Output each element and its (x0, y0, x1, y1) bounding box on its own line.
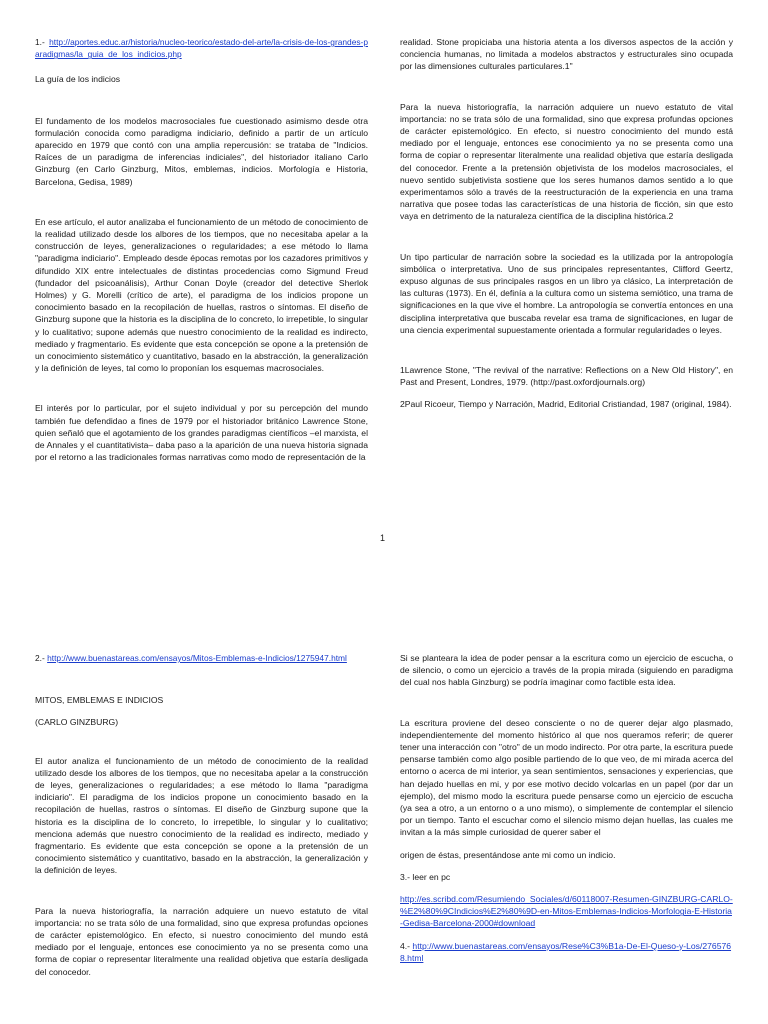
page1-paragraph-3: El interés por lo particular, por el sujeto individual y por su percepción del mundo también fue defendidao a fines de 1979 por el historiador británico Lawrence Stone, quien señaló que el agotamiento de los grandes paradigmas científicos –el marxista, el de Annales y el cuantitativista– daba paso a la aparición de una nueva historia signada por el retorno a las tradicionales formas narrativas como modo de representación de la (35, 403, 368, 463)
page2-paragraph-2: Para la nueva historiografía, la narración adquiere un nuevo estatuto de vital importancia: no se trata sólo de una formalidad, sino que expresa profundas opciones de carácter epistemológico. En efecto, si nuestro conocimiento del mundo está mediado por el lenguaje, entonces ese conocimiento ya no se presenta como una forma de copiar o representar literalmente una realidad objetiva que estaría desligada del conocedor. (35, 905, 368, 977)
page2-right-paragraph-3: origen de éstas, presentándose ante mi como un indicio. (400, 849, 616, 860)
item-3-link[interactable]: http://es.scribd.com/Resumiendo_Sociales/d/60118007-Resumen-GINZBURG-CARLO-%E2%80%9CIndicios%E2%80%9D-en-Mitos-Emblemas-Indicios-Morfologia-E-Historia-Gedisa-Barcelona-2000#download (400, 894, 733, 929)
page1-left-column (35, 36, 368, 463)
page1-right-paragraph-2: Para la nueva historiografía, la narración adquiere un nuevo estatuto de vital importancia: no se trata sólo de una formalidad, sino que expresa profundas opciones de carácter epistemológico. En efecto, si nuestro conocimiento del mundo está mediado por el lenguaje, entonces ese conocimiento ya no se presenta como una forma de copiar o representar literalmente una realidad objetiva que estaría desligada del conocedor. Frente a la pretensión objetivista de los modelos macrosociales, el nuevo sentido subjetivista sostiene que los seres humanos damos sentido a lo que experimentamos sólo a través de la reestructuración de la experiencia en una trama narrativa que posee todas las características de una historia de ficción, sin que esto vaya en detrimento de la naturaleza científica de la disciplina histórica.2 (400, 101, 733, 222)
item-3-label: 3.- leer en pc (400, 871, 451, 882)
page1-paragraph-2: En ese artículo, el autor analizaba el funcionamiento de un método de conocimiento de la realidad utilizado desde los albores de los tiempos, que no necesitaba apelar a la construcción de leyes, generalizaciones o regularidades; a ese método lo llama "paradigma indiciario". Empleado desde épocas remotas por los cazadores primitivos y difundido XIX entre intelectuales de distintas procedencias como Sigmund Freud (fundador del psicoanálisis), Arthur Conan Doyle (creador del detective Sherlok Holmes) y G. Morelli (crítico de arte), el paradigma de los indicios propone un conocimiento basado en la recopilación de huellas, rastros o síntomas. El diseño de Ginzburg supone que la historia es la disciplina de lo concreto, lo irrepetible, lo singular y lo cualitativo; supone además que nuestro conocimiento de la realidad es indirecto, mediado y fragmentario. Es evidente que esta concepción se opone a la pretensión de un conocimiento sistemático y cuantitativo, basado en la abstracción, la generalización y la definición de leyes, tal como lo proponían los esquemas macrosociales. (35, 216, 368, 374)
page1-reference: 1.- http://aportes.educ.ar/historia/nucleo-teorico/estado-del-arte/la-crisis-de-los-grandes-paradigmas/la_guia_de_los_indicios.php (35, 37, 368, 60)
page1-right-paragraph-1: realidad. Stone propiciaba una historia atenta a los diversos aspectos de la acción y conciencia humanas, no limitada a modelos abstractos y estructurales sino ocupada por las dimensiones culturales particulares.1" (400, 37, 733, 72)
page2-left-column (35, 652, 368, 978)
page1-paragraph-1: El fundamento de los modelos macrosociales fue cuestionado asimismo desde otra formulación conocida como paradigma indiciario, definido a partir de un artículo aparecido en 1979 que contó con una amplia repercusión: se trataba de "Indicios. Raíces de un paradigma de inferencias indiciales", del historiador italiano Carlo Ginzburg (en Carlo Ginzburg, Mitos, emblemas, indicios. Morfología e Historia, Barcelona, Gedisa, 1989) (35, 115, 368, 187)
footnote-1: 1Lawrence Stone, "The revival of the narrative: Reflections on a New Old History", en Past and Present, Londres, 1979. (http://past.oxfordjournals.org) (400, 365, 733, 388)
item-4: 4.- http://www.buenastareas.com/ensayos/Rese%C3%B1a-De-El-Queso-y-Los/2765768.html (400, 940, 732, 963)
page2-paragraph-1: El autor analiza el funcionamiento de un método de conocimiento de la realidad utilizado desde los albores de los tiempos, que no necesitaba apelar a la construcción de leyes, generalizaciones o regularidades; a ese método lo llama "paradigma indiciario". El paradigma de los indicios propone un conocimiento basado en la recopilación de huellas, rastros o síntomas. El diseño de Ginzburg supone que la historia es la disciplina de lo concreto, lo irrepetible, lo singular y lo cualitativo; menciona además que nuestro conocimiento de la realidad es indirecto, mediado y fragmentario. Es evidente que esta concepción se opone a la pretensión de un conocimiento sistemático y cuantitativo, basado en la abstracción, la generalización y la definición de leyes. (35, 755, 368, 876)
page2-reference: 2.- http://www.buenastareas.com/ensayos/Mitos-Emblemas-e-Indicios/1275947.html (35, 653, 347, 663)
page2-right-paragraph-2: La escritura proviene del deseo consciente o no de querer dejar algo plasmado, independientemente del momento histórico al que nos queramos referir; de querer tener una interacción con "otro" de un modo indirecto. Por otra parte, la escritura puede pensarse también como algo posible partiendo de lo que veo, de mi mirada acerca del entorno o acerca de mi interior, ya sean sentimientos, sensaciones y experiencias, que han dejado huellas en mi, y por ese motivo decido volcarlas en un papel (por dar un ejemplo), del mismo modo la escritura puede pensarse como un ejercicio de escucha (ya sea a otro, a un entorno o a uno mismo), o simplemente de contemplar el silencio por un tiempo. Tanto el escuchar como el silencio mismo dejan huellas, las cuales me invitan a la más simple curiosidad de querer saber el (400, 717, 733, 838)
page1-right-column (400, 36, 733, 411)
page2-right-column (400, 652, 733, 964)
page2-author: (CARLO GINZBURG) (35, 717, 119, 728)
page1-reference-link[interactable]: http://aportes.educ.ar/historia/nucleo-teorico/estado-del-arte/la-crisis-de-los-grandes-paradigmas/la_guia_de_los_indicios.php (35, 37, 368, 60)
page2-reference-link[interactable]: http://www.buenastareas.com/ensayos/Mitos-Emblemas-e-Indicios/1275947.html (47, 653, 347, 663)
page2-title: MITOS, EMBLEMAS E INDICIOS (35, 695, 164, 706)
page1-right-paragraph-3: Un tipo particular de narración sobre la sociedad es la utilizada por la antropología simbólica o interpretativa. Uno de sus principales representantes, Clifford Geertz, expuso algunas de sus principales rasgos en un libro ya clásico, La interpretación de las culturas (1973). En él, definía a la cultura como un sistema semiótico, una trama de significaciones en la que vive el hombre. La antropología se convertía entonces en una disciplina interpretativa que buscaba revelar esa trama de significaciones, en lugar de una ciencia experimental supuestamente orientada a formular regularidades o leyes. (400, 251, 733, 335)
footnote-2: 2Paul Ricoeur, Tiempo y Narración, Madrid, Editorial Cristiandad, 1987 (original, 1984). (400, 399, 732, 410)
page2-right-paragraph-1: Si se planteara la idea de poder pensar a la escritura como un ejercicio de escucha, o de silencio, o como un ejercicio a través de la propia mirada (siguiendo en paradigma del cual nos habla Ginzburg) se podría imaginar como factible esta idea. (400, 653, 733, 688)
item-3-link-wrap (400, 893, 733, 930)
page1-heading: La guía de los indicios (35, 74, 121, 85)
page-number: 1 (380, 533, 386, 543)
item-4-link[interactable]: http://www.buenastareas.com/ensayos/Rese%C3%B1a-De-El-Queso-y-Los/2765768.html (400, 940, 732, 963)
